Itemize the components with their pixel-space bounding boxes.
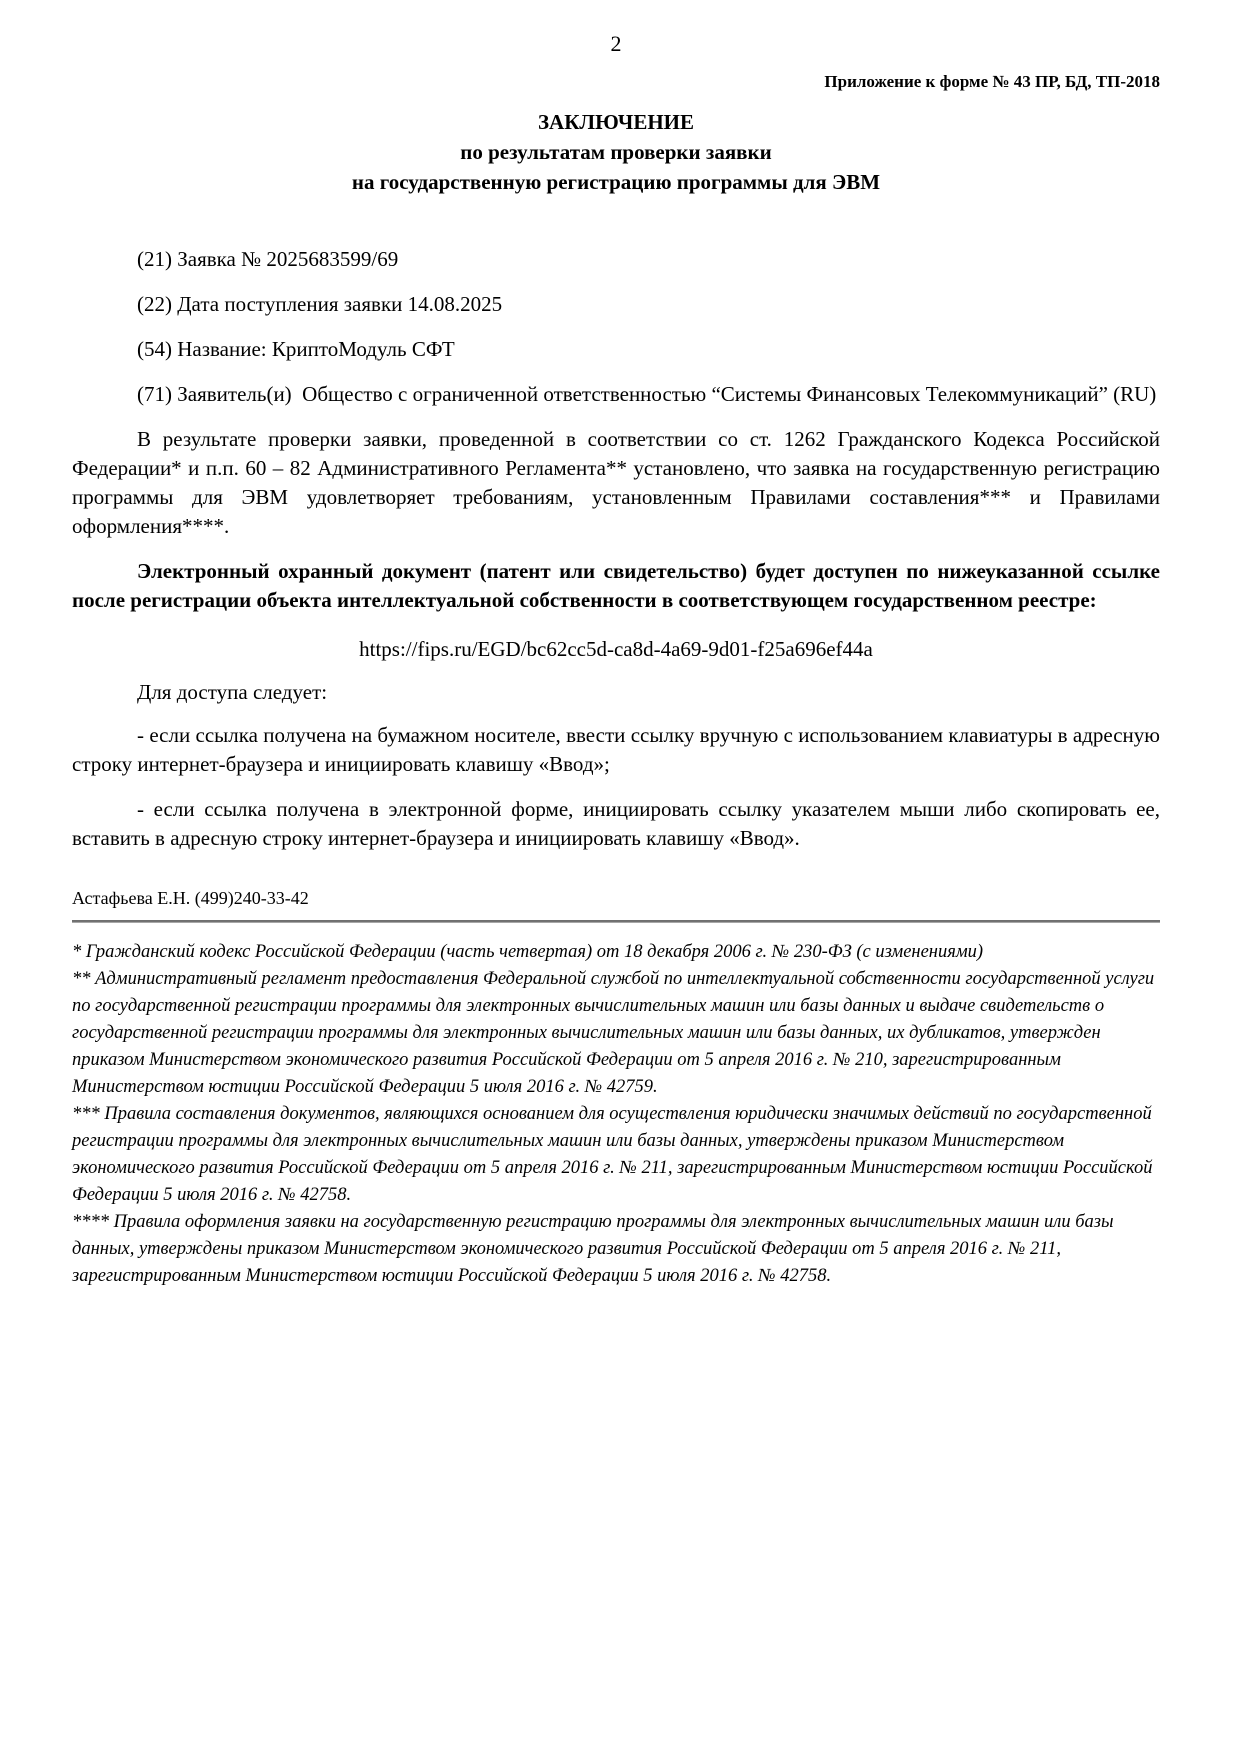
access-instruction-paper: - если ссылка получена на бумажном носителе, ввести ссылку вручную с использованием клавиатуры в адресную строку интернет-браузера и инициировать клавишу «Ввод»; bbox=[72, 723, 1160, 776]
bibliographic-fields bbox=[72, 245, 1160, 409]
field-71-applicant: (71) Заявитель(и) Общество с ограниченной ответственностью “Системы Финансовых Телекоммуникаций” (RU) bbox=[137, 382, 1157, 406]
examiner-contact: Астафьева Е.Н. (499)240-33-42 bbox=[72, 888, 309, 908]
field-21-application-number: (21) Заявка № 2025683599/69 bbox=[137, 247, 399, 271]
page-number: 2 bbox=[610, 31, 622, 56]
field-22-filing-date: (22) Дата поступления заявки 14.08.2025 bbox=[137, 292, 503, 316]
access-instructions-intro: Для доступа следует: bbox=[137, 680, 328, 704]
field-54-program-title: (54) Название: КриптоМодуль СФТ bbox=[137, 337, 455, 361]
footnotes bbox=[72, 939, 1160, 1290]
footnote-formatting-rules: **** Правила оформления заявки на государственную регистрацию программы для электронных вычислительных машин или базы данных, утверждены приказом Министерством экономического развития Российской Федерации от 5 апреля 2016 г. № 211, зарегистрированным Министерством юстиции Российской Федерации 5 июля 2016 г. № 42758. bbox=[72, 1212, 1114, 1286]
footnote-civil-code: * Гражданский кодекс Российской Федерации (часть четвертая) от 18 декабря 2006 г. № 230-ФЗ (с изменениями) bbox=[72, 942, 984, 962]
examination-result-paragraph: В результате проверки заявки, проведенной в соответствии со ст. 1262 Гражданского Кодекса Российской Федерации* и п.п. 60 – 82 Административного Регламента** установлено, что заявка на государственную регистрацию программы для ЭВМ удовлетворяет требованиям, установленным Правилами составления*** и Правилами оформления****. bbox=[72, 427, 1160, 538]
registration-link[interactable]: https://fips.ru/EGD/bc62cc5d-ca8d-4a69-9d01-f25a696ef44a bbox=[359, 637, 873, 661]
footnote-drafting-rules: *** Правила составления документов, являющихся основанием для осуществления юридически значимых действий по государственной регистрации программы для электронных вычислительных машин или базы данных, утверждены приказом Министерством экономического развития Российской Федерации от 5 апреля 2016 г. № 211, зарегистрированным Министерством юстиции Российской Федерации 5 июля 2016 г. № 42758. bbox=[72, 1104, 1153, 1205]
footnote-administrative-regulation: ** Административный регламент предоставления Федеральной службой по интеллектуальной собственности государственной услуги по государственной регистрации программы для электронных вычислительных машин или базы данных и выдаче свидетельств о государственной регистрации программы для электронных вычислительных машин или базы данных, их дубликатов, утвержден приказом Министерством экономического развития Российской Федерации от 5 апреля 2016 г. № 210, зарегистрированным Министерством юстиции Российской Федерации 5 июля 2016 г. № 42759. bbox=[72, 969, 1155, 1097]
electronic-document-paragraph: Электронный охранный документ (патент или свидетельство) будет доступен по нижеуказанной ссылке после регистрации объекта интеллектуальной собственности в соответствующем государственном реестре: bbox=[72, 559, 1160, 612]
footnote-divider bbox=[72, 920, 1160, 923]
document-title-line1: ЗАКЛЮЧЕНИЕ bbox=[537, 110, 695, 134]
registration-link-line bbox=[72, 635, 1160, 664]
access-instruction-electronic: - если ссылка получена в электронной форме, инициировать ссылку указателем мыши либо скопировать ее, вставить в адресную строку интернет-браузера и инициировать клавишу «Ввод». bbox=[72, 797, 1160, 850]
document-title-line2: по результатам проверки заявки bbox=[460, 140, 772, 164]
document-title-line3: на государственную регистрацию программы для ЭВМ bbox=[351, 170, 881, 194]
document-title bbox=[72, 107, 1160, 197]
form-reference: Приложение к форме № 43 ПР, БД, ТП-2018 bbox=[824, 72, 1160, 91]
